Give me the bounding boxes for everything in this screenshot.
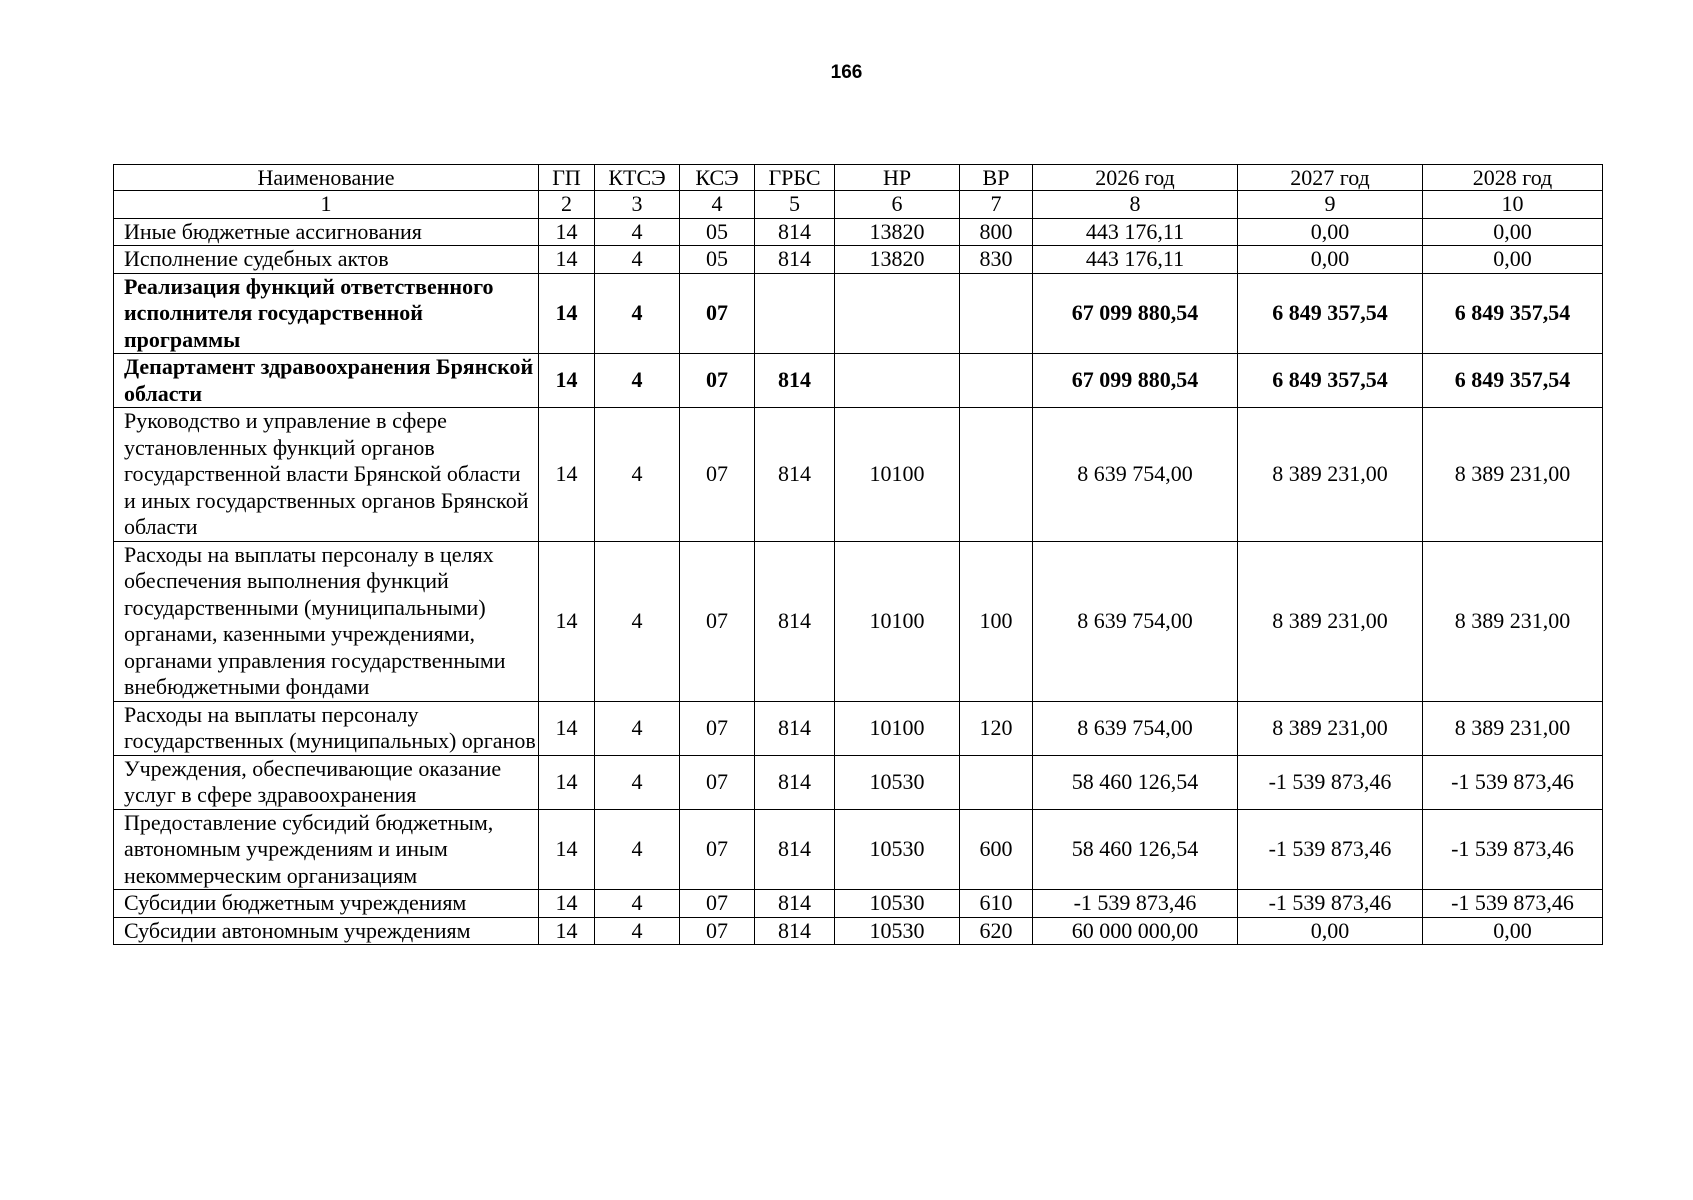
- table-cell: 60 000 000,00: [1033, 917, 1238, 945]
- column-number: 5: [755, 191, 835, 219]
- table-cell: 814: [755, 354, 835, 408]
- table-cell: 13820: [835, 246, 960, 274]
- table-row: [114, 408, 1603, 542]
- table-cell: 4: [595, 246, 680, 274]
- row-name-cell: Расходы на выплаты персоналу в целях обеспечения выполнения функций государственными (муниципальными) органами, казенными учреждениями, органами управления государственными внебюджетными фондами: [114, 541, 539, 701]
- row-name-cell: Иные бюджетные ассигнования: [114, 218, 539, 246]
- table-cell: 14: [539, 890, 595, 918]
- column-header: ВР: [960, 165, 1033, 191]
- table-cell: 443 176,11: [1033, 246, 1238, 274]
- table-cell: 4: [595, 890, 680, 918]
- table-row: [114, 755, 1603, 809]
- table-cell: 14: [539, 809, 595, 890]
- table-cell: 814: [755, 890, 835, 918]
- table-cell: 0,00: [1423, 246, 1603, 274]
- table-cell: 0,00: [1423, 917, 1603, 945]
- table-cell: 8 389 231,00: [1423, 408, 1603, 542]
- table-cell: 814: [755, 755, 835, 809]
- table-cell: 4: [595, 755, 680, 809]
- table-cell: 620: [960, 917, 1033, 945]
- column-number: 8: [1033, 191, 1238, 219]
- table-cell: 10100: [835, 408, 960, 542]
- table-cell: 10530: [835, 917, 960, 945]
- table-cell: 67 099 880,54: [1033, 273, 1238, 354]
- table-cell: 4: [595, 273, 680, 354]
- table-cell: 07: [680, 917, 755, 945]
- table-cell: 14: [539, 541, 595, 701]
- table-cell: 4: [595, 408, 680, 542]
- table-cell: 6 849 357,54: [1238, 273, 1423, 354]
- row-name-cell: Предоставление субсидий бюджетным, автономным учреждениям и иным некоммерческим организациям: [114, 809, 539, 890]
- row-name-cell: Расходы на выплаты персоналу государственных (муниципальных) органов: [114, 701, 539, 755]
- column-header: Наименование: [114, 165, 539, 191]
- table-cell: 07: [680, 354, 755, 408]
- table-cell: 58 460 126,54: [1033, 755, 1238, 809]
- table-cell: [835, 354, 960, 408]
- table-cell: 05: [680, 218, 755, 246]
- column-number: 2: [539, 191, 595, 219]
- table-cell: 10530: [835, 890, 960, 918]
- table-row: [114, 701, 1603, 755]
- table-cell: 4: [595, 809, 680, 890]
- table-cell: 814: [755, 218, 835, 246]
- table-cell: 14: [539, 246, 595, 274]
- table-cell: 814: [755, 917, 835, 945]
- table-cell: 100: [960, 541, 1033, 701]
- column-number: 3: [595, 191, 680, 219]
- table-cell: 8 639 754,00: [1033, 701, 1238, 755]
- table-cell: 14: [539, 273, 595, 354]
- column-number: 1: [114, 191, 539, 219]
- table-cell: 07: [680, 273, 755, 354]
- column-number: 4: [680, 191, 755, 219]
- column-header: 2027 год: [1238, 165, 1423, 191]
- table-cell: 830: [960, 246, 1033, 274]
- table-cell: -1 539 873,46: [1238, 890, 1423, 918]
- row-name-cell: Реализация функций ответственного исполнителя государственной программы: [114, 273, 539, 354]
- table-row: [114, 917, 1603, 945]
- table-cell: 0,00: [1238, 246, 1423, 274]
- table-cell: -1 539 873,46: [1238, 755, 1423, 809]
- table-cell: 10530: [835, 755, 960, 809]
- table-cell: 14: [539, 701, 595, 755]
- table-cell: 6 849 357,54: [1423, 354, 1603, 408]
- table-cell: 8 639 754,00: [1033, 541, 1238, 701]
- table-cell: 58 460 126,54: [1033, 809, 1238, 890]
- table-row: [114, 541, 1603, 701]
- column-number: 6: [835, 191, 960, 219]
- table-cell: 814: [755, 541, 835, 701]
- table-cell: 600: [960, 809, 1033, 890]
- table-cell: 814: [755, 246, 835, 274]
- column-number: 7: [960, 191, 1033, 219]
- table-cell: 610: [960, 890, 1033, 918]
- table-cell: 14: [539, 218, 595, 246]
- table-cell: 10100: [835, 701, 960, 755]
- table-cell: 443 176,11: [1033, 218, 1238, 246]
- table-cell: 8 389 231,00: [1423, 701, 1603, 755]
- table-cell: 0,00: [1238, 218, 1423, 246]
- column-number-row: [114, 191, 1603, 219]
- table-body: [114, 218, 1603, 945]
- table-cell: 4: [595, 218, 680, 246]
- budget-table: [113, 164, 1603, 945]
- table-cell: 814: [755, 809, 835, 890]
- row-name-cell: Исполнение судебных актов: [114, 246, 539, 274]
- table-cell: 814: [755, 701, 835, 755]
- table-cell: 8 389 231,00: [1238, 408, 1423, 542]
- table-cell: 14: [539, 917, 595, 945]
- table-cell: 07: [680, 408, 755, 542]
- row-name-cell: Субсидии автономным учреждениям: [114, 917, 539, 945]
- table-cell: 05: [680, 246, 755, 274]
- table-cell: 07: [680, 701, 755, 755]
- table-cell: [835, 273, 960, 354]
- column-header: ГРБС: [755, 165, 835, 191]
- row-name-cell: Руководство и управление в сфере установленных функций органов государственной власти Брянской области и иных государственных органов Брянской области: [114, 408, 539, 542]
- table-cell: 14: [539, 354, 595, 408]
- table-cell: 8 639 754,00: [1033, 408, 1238, 542]
- table-header-row: [114, 165, 1603, 191]
- table-row: [114, 218, 1603, 246]
- table-cell: 120: [960, 701, 1033, 755]
- table-cell: [960, 354, 1033, 408]
- table-cell: -1 539 873,46: [1423, 809, 1603, 890]
- column-number: 9: [1238, 191, 1423, 219]
- table-cell: 67 099 880,54: [1033, 354, 1238, 408]
- table-cell: 6 849 357,54: [1423, 273, 1603, 354]
- table-cell: -1 539 873,46: [1238, 809, 1423, 890]
- column-header: 2028 год: [1423, 165, 1603, 191]
- table-cell: 800: [960, 218, 1033, 246]
- table-cell: 8 389 231,00: [1423, 541, 1603, 701]
- column-header: КТСЭ: [595, 165, 680, 191]
- table-cell: 8 389 231,00: [1238, 541, 1423, 701]
- table-cell: 814: [755, 408, 835, 542]
- table-cell: [960, 273, 1033, 354]
- table-cell: [960, 408, 1033, 542]
- column-header: НР: [835, 165, 960, 191]
- table-cell: 0,00: [1238, 917, 1423, 945]
- table-cell: 14: [539, 408, 595, 542]
- table-cell: 0,00: [1423, 218, 1603, 246]
- table-cell: -1 539 873,46: [1033, 890, 1238, 918]
- table-cell: 8 389 231,00: [1238, 701, 1423, 755]
- table-row: [114, 273, 1603, 354]
- table-cell: [960, 755, 1033, 809]
- column-header: 2026 год: [1033, 165, 1238, 191]
- table-cell: 07: [680, 809, 755, 890]
- row-name-cell: Субсидии бюджетным учреждениям: [114, 890, 539, 918]
- column-header: ГП: [539, 165, 595, 191]
- table-cell: 4: [595, 354, 680, 408]
- table-row: [114, 354, 1603, 408]
- table-cell: 07: [680, 541, 755, 701]
- table-cell: 4: [595, 701, 680, 755]
- table-cell: 10100: [835, 541, 960, 701]
- row-name-cell: Учреждения, обеспечивающие оказание услуг в сфере здравоохранения: [114, 755, 539, 809]
- table-cell: -1 539 873,46: [1423, 890, 1603, 918]
- table-row: [114, 246, 1603, 274]
- table-cell: 13820: [835, 218, 960, 246]
- table-cell: 4: [595, 917, 680, 945]
- column-header: КСЭ: [680, 165, 755, 191]
- table-cell: 10530: [835, 809, 960, 890]
- table-cell: 6 849 357,54: [1238, 354, 1423, 408]
- table-row: [114, 809, 1603, 890]
- table-cell: 4: [595, 541, 680, 701]
- table-cell: 07: [680, 755, 755, 809]
- table-row: [114, 890, 1603, 918]
- table-cell: 07: [680, 890, 755, 918]
- table-cell: -1 539 873,46: [1423, 755, 1603, 809]
- table-cell: 14: [539, 755, 595, 809]
- table-cell: [755, 273, 835, 354]
- page-number: 166: [830, 62, 863, 83]
- column-number: 10: [1423, 191, 1603, 219]
- row-name-cell: Департамент здравоохранения Брянской области: [114, 354, 539, 408]
